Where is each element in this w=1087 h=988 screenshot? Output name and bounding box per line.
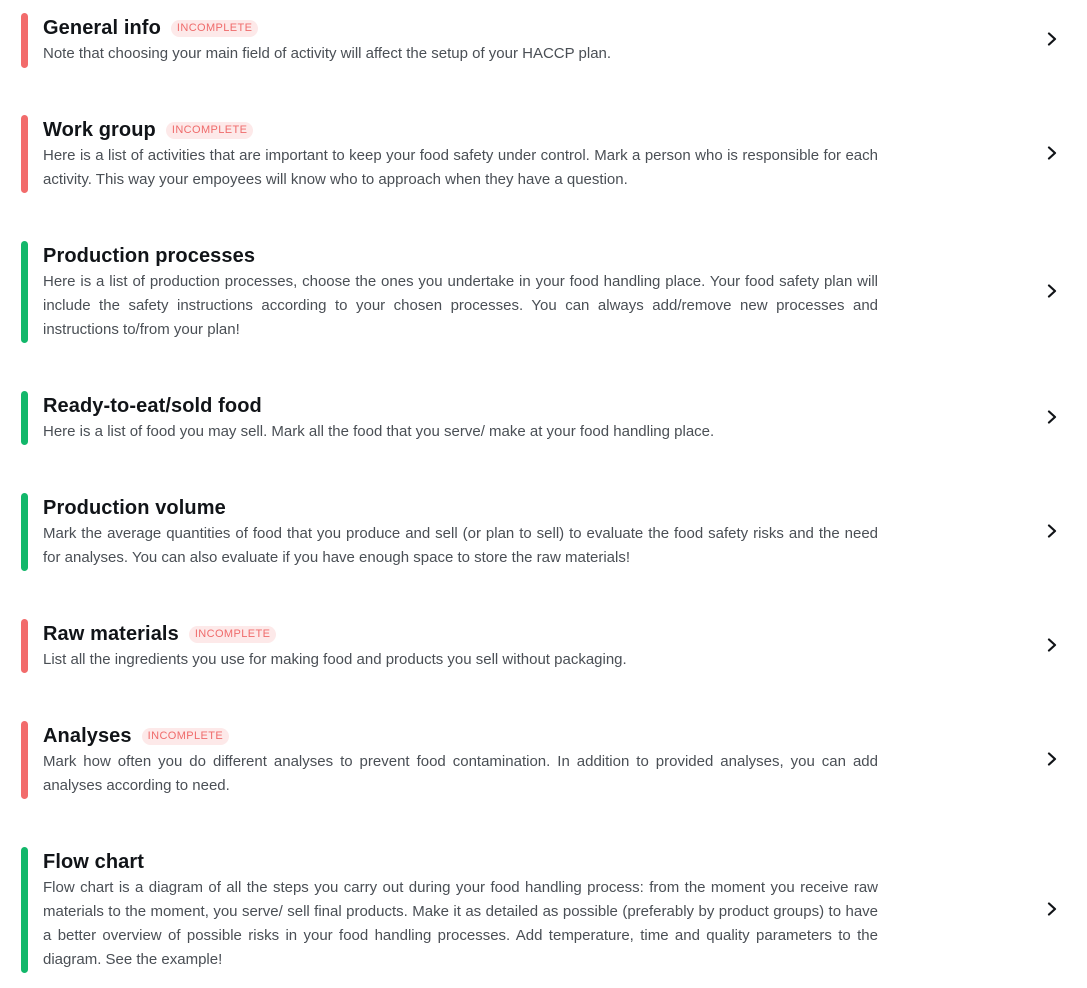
status-bar	[21, 493, 28, 571]
section-content	[43, 393, 878, 444]
section-content	[43, 621, 878, 672]
section-description: Mark how often you do different analyses to prevent food contamination. In addition to provided analyses, you can add analyses according to need.	[43, 753, 878, 794]
status-badge: INCOMPLETE	[189, 626, 277, 643]
section-raw-materials[interactable]	[21, 619, 1071, 673]
chevron-right-icon[interactable]	[1045, 146, 1059, 160]
section-description: Note that choosing your main field of activity will affect the setup of your HACCP plan.	[43, 45, 612, 62]
section-description: Mark the average quantities of food that you produce and sell (or plan to sell) to evaluate the food safety risks and the need for analyses. You can also evaluate if you have enough space to store the raw materials!	[43, 525, 878, 566]
section-ready-to-eat-food[interactable]	[21, 391, 1071, 445]
section-title: Analyses	[43, 724, 132, 747]
chevron-right-icon[interactable]	[1045, 902, 1059, 916]
section-content	[43, 15, 878, 66]
section-title: General info	[43, 16, 161, 39]
status-bar	[21, 619, 28, 673]
status-bar	[21, 241, 28, 343]
section-production-volume[interactable]	[21, 493, 1071, 571]
section-description: Flow chart is a diagram of all the steps you carry out during your food handling process: from the moment you receive raw materials to the moment, you serve/ sell final products. Make it as detailed as possible (preferably by product groups) to have a better overview of possible risks in your food handling processes. Add temperature, time and quality parameters to the diagram. See the example!	[43, 879, 878, 968]
section-title: Raw materials	[43, 622, 179, 645]
section-title: Work group	[43, 118, 156, 141]
section-general-info[interactable]	[21, 13, 1071, 68]
section-content	[43, 243, 878, 342]
chevron-right-icon[interactable]	[1045, 524, 1059, 538]
chevron-right-icon[interactable]	[1045, 410, 1059, 424]
status-badge: INCOMPLETE	[142, 728, 230, 745]
status-badge: INCOMPLETE	[166, 122, 254, 139]
section-content	[43, 117, 878, 192]
section-description: Here is a list of production processes, choose the ones you undertake in your food handling place. Your food safety plan will include the safety instructions according to your chosen processes. You can always add/remove new processes and instructions to/from your plan!	[43, 273, 878, 338]
chevron-right-icon[interactable]	[1045, 284, 1059, 298]
section-production-processes[interactable]	[21, 241, 1071, 343]
title-row	[43, 849, 878, 875]
section-flow-chart[interactable]	[21, 847, 1071, 973]
status-bar	[21, 391, 28, 445]
status-bar	[21, 13, 28, 68]
section-work-group[interactable]	[21, 115, 1071, 193]
title-row	[43, 15, 878, 41]
section-description: Here is a list of activities that are important to keep your food safety under control. Mark a person who is responsible for each activity. This way your empoyees will know who to approach when they have a question.	[43, 147, 878, 188]
status-badge: INCOMPLETE	[171, 20, 259, 37]
section-title: Flow chart	[43, 850, 145, 873]
status-bar	[21, 847, 28, 973]
title-row	[43, 723, 878, 749]
chevron-right-icon[interactable]	[1045, 638, 1059, 652]
section-content	[43, 495, 878, 570]
section-description: Here is a list of food you may sell. Mark all the food that you serve/ make at your food handling place.	[43, 423, 715, 440]
chevron-right-icon[interactable]	[1045, 752, 1059, 766]
title-row	[43, 621, 878, 647]
section-content	[43, 723, 878, 798]
chevron-right-icon[interactable]	[1045, 32, 1059, 46]
section-title: Production volume	[43, 496, 226, 519]
status-bar	[21, 115, 28, 193]
section-title: Production processes	[43, 244, 256, 267]
title-row	[43, 243, 878, 269]
status-bar	[21, 721, 28, 799]
title-row	[43, 495, 878, 521]
section-description: List all the ingredients you use for making food and products you sell without packaging.	[43, 651, 627, 668]
section-title: Ready-to-eat/sold food	[43, 394, 262, 417]
section-content	[43, 849, 878, 972]
section-analyses[interactable]	[21, 721, 1071, 799]
title-row	[43, 117, 878, 143]
title-row	[43, 393, 878, 419]
